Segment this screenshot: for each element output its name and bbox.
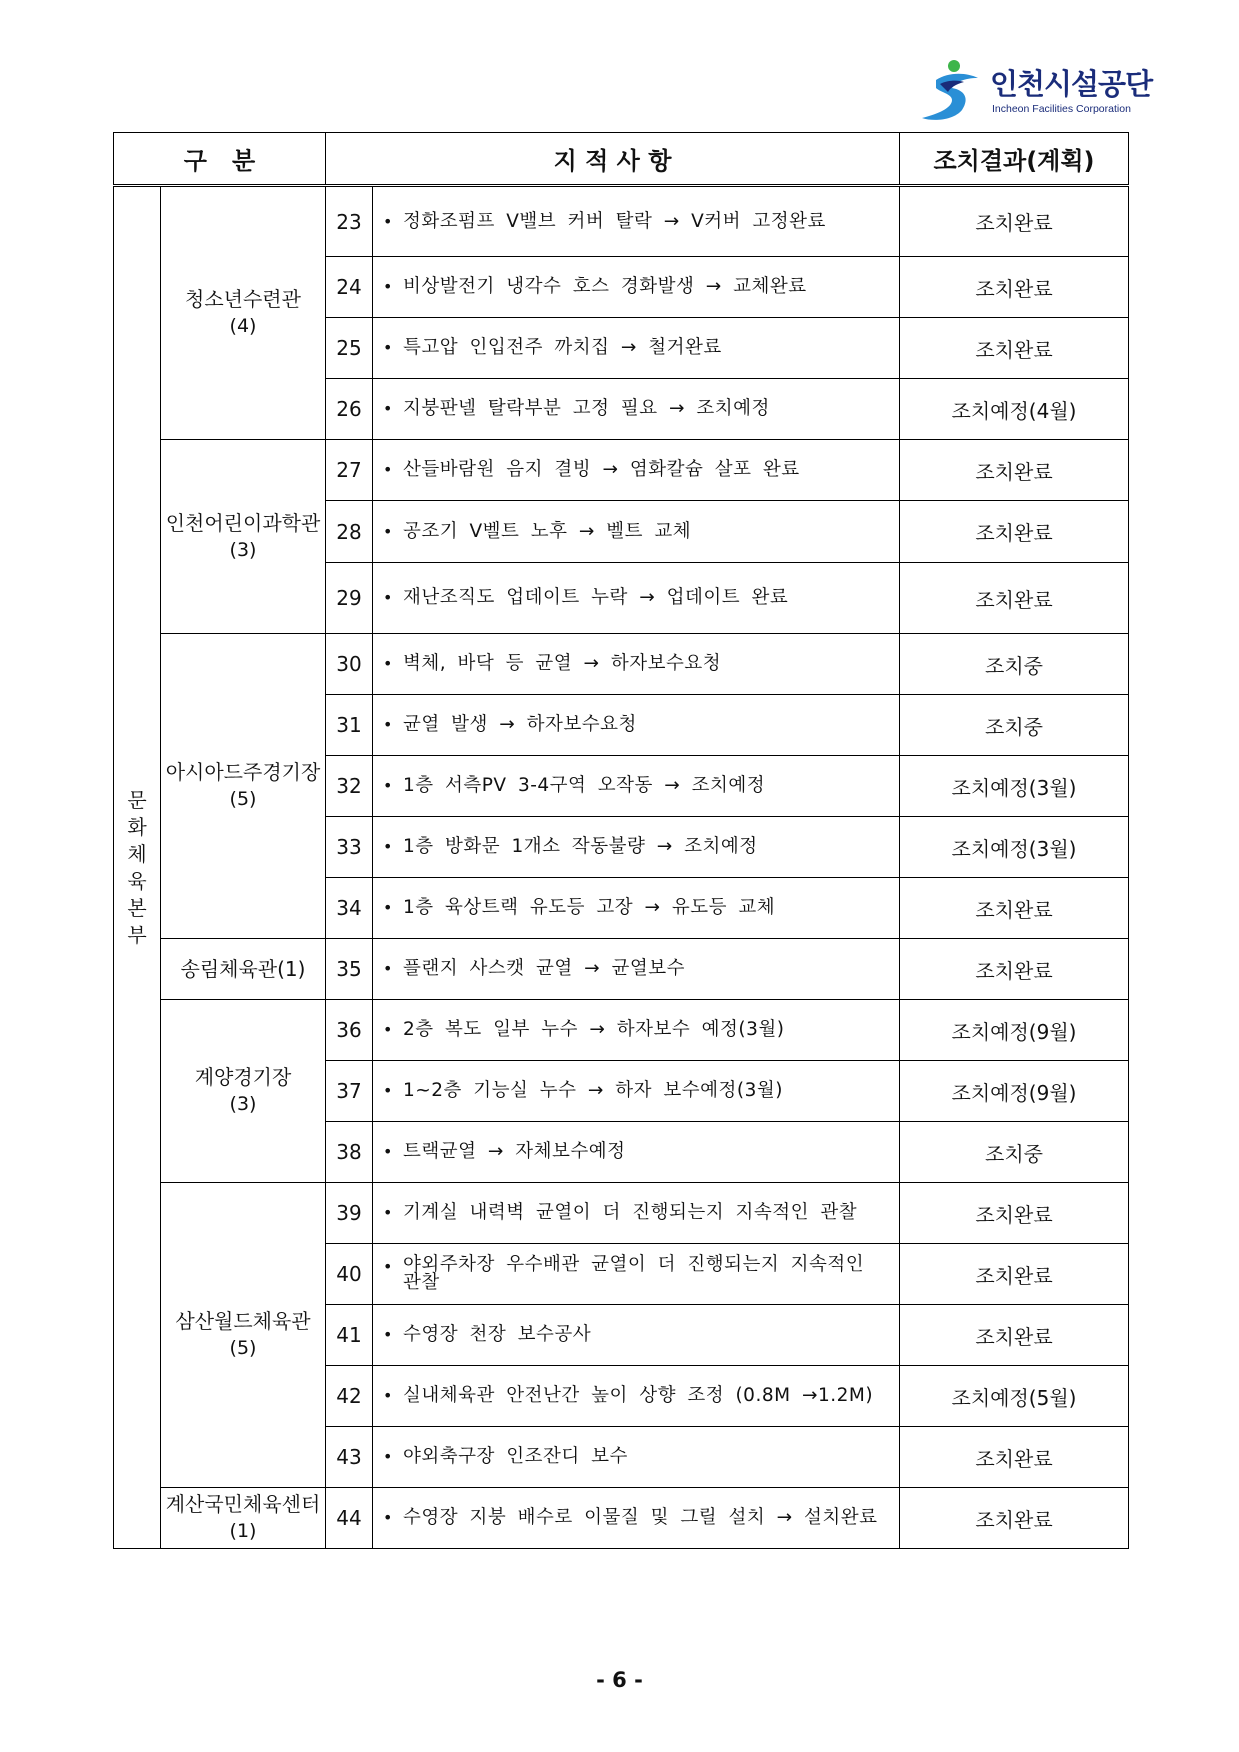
finding-text: 트랙균열 → 자체보수예정	[403, 1141, 626, 1162]
bullet-icon: •	[383, 898, 393, 917]
table-row	[114, 1183, 1129, 1244]
facility-count: (5)	[229, 1337, 257, 1359]
facility-cell	[161, 1183, 326, 1488]
finding-text: 실내체육관 안전난간 높이 상향 조정 (0.8M →1.2M)	[403, 1385, 874, 1406]
row-number: 23	[326, 186, 373, 257]
result-cell: 조치완료	[900, 939, 1129, 1000]
logo-emblem-icon	[918, 58, 988, 124]
row-number: 41	[326, 1305, 373, 1366]
result-cell: 조치완료	[900, 1183, 1129, 1244]
facility-count: (3)	[229, 1093, 257, 1115]
finding-cell	[373, 501, 900, 563]
bullet-icon: •	[383, 1325, 393, 1344]
bullet-icon: •	[383, 399, 393, 418]
finding-cell	[373, 1488, 900, 1549]
inspection-table	[113, 132, 1129, 1549]
facility-name: 인천어린이과학관	[165, 510, 321, 535]
facility-cell	[161, 440, 326, 634]
bullet-icon: •	[383, 837, 393, 856]
bullet-icon: •	[383, 1081, 393, 1100]
finding-text: 2층 복도 일부 누수 → 하자보수 예정(3월)	[403, 1019, 785, 1040]
header-finding: 지 적 사 항	[326, 133, 900, 186]
row-number: 44	[326, 1488, 373, 1549]
finding-text: 산들바람원 음지 결빙 → 염화칼슘 살포 완료	[403, 459, 800, 480]
finding-text: 재난조직도 업데이트 누락 → 업데이트 완료	[403, 587, 789, 608]
finding-cell	[373, 318, 900, 379]
logo-subtitle: Incheon Facilities Corporation	[992, 103, 1131, 115]
bullet-icon: •	[383, 1508, 393, 1527]
result-cell: 조치중	[900, 634, 1129, 695]
bullet-icon: •	[383, 959, 393, 978]
result-cell: 조치완료	[900, 563, 1129, 634]
result-cell: 조치완료	[900, 1244, 1129, 1305]
row-number: 25	[326, 318, 373, 379]
logo-head-icon	[948, 60, 960, 72]
table-row	[114, 440, 1129, 501]
finding-text: 수영장 지붕 배수로 이물질 및 그릴 설치 → 설치완료	[403, 1507, 878, 1528]
bullet-icon: •	[383, 277, 393, 296]
finding-text: 균열 발생 → 하자보수요청	[403, 714, 637, 735]
department-char: 문	[127, 787, 147, 812]
finding-cell	[373, 878, 900, 939]
row-number: 24	[326, 257, 373, 318]
table-header-row	[114, 133, 1129, 186]
result-cell: 조치예정(5월)	[900, 1366, 1129, 1427]
finding-cell	[373, 695, 900, 756]
facility-name: 아시아드주경기장	[165, 760, 321, 784]
result-cell: 조치완료	[900, 440, 1129, 501]
page-number: - 6 -	[596, 1668, 643, 1692]
department-cell	[114, 186, 161, 1549]
facility-cell	[161, 1000, 326, 1183]
facility-cell	[161, 939, 326, 1000]
finding-cell	[373, 817, 900, 878]
facility-cell	[161, 1488, 326, 1549]
result-cell: 조치완료	[900, 257, 1129, 318]
department-char: 본	[127, 895, 147, 920]
result-cell: 조치중	[900, 695, 1129, 756]
result-cell: 조치완료	[900, 878, 1129, 939]
finding-cell	[373, 756, 900, 817]
result-cell: 조치예정(4월)	[900, 379, 1129, 440]
finding-cell	[373, 563, 900, 634]
facility-name: 송림체육관(1)	[180, 956, 306, 981]
result-cell: 조치예정(3월)	[900, 817, 1129, 878]
facility-count: (4)	[229, 315, 257, 337]
row-number: 31	[326, 695, 373, 756]
finding-text: 야외주차장 우수배관 균열이 더 진행되는지 지속적인 관찰	[403, 1254, 865, 1293]
facility-name: 청소년수련관	[185, 287, 301, 311]
row-number: 28	[326, 501, 373, 563]
finding-cell	[373, 1183, 900, 1244]
finding-cell	[373, 186, 900, 257]
header-category: 구 분	[114, 133, 326, 186]
department-char: 화	[127, 814, 147, 839]
facility-count: (1)	[229, 1520, 257, 1542]
finding-text: 1~2층 기능실 누수 → 하자 보수예정(3월)	[403, 1080, 783, 1101]
finding-cell	[373, 634, 900, 695]
row-number: 29	[326, 563, 373, 634]
row-number: 37	[326, 1061, 373, 1122]
finding-cell	[373, 1244, 900, 1305]
bullet-icon: •	[383, 654, 393, 673]
row-number: 27	[326, 440, 373, 501]
header-result: 조치결과(계획)	[900, 133, 1129, 186]
bullet-icon: •	[383, 1142, 393, 1161]
result-cell: 조치예정(3월)	[900, 756, 1129, 817]
finding-text: 공조기 V벨트 노후 → 벨트 교체	[403, 520, 692, 542]
result-cell: 조치예정(9월)	[900, 1061, 1129, 1122]
finding-cell	[373, 379, 900, 440]
bullet-icon: •	[383, 521, 393, 541]
facility-name: 계산국민체육센터	[165, 1492, 321, 1516]
finding-text: 특고압 인입전주 까치집 → 철거완료	[403, 337, 722, 358]
facility-count: (3)	[229, 538, 257, 561]
bullet-icon: •	[383, 1020, 393, 1039]
facility-cell	[161, 186, 326, 440]
finding-cell	[373, 1122, 900, 1183]
row-number: 39	[326, 1183, 373, 1244]
result-cell: 조치완료	[900, 1427, 1129, 1488]
row-number: 34	[326, 878, 373, 939]
row-number: 35	[326, 939, 373, 1000]
row-number: 30	[326, 634, 373, 695]
finding-text: 비상발전기 냉각수 호스 경화발생 → 교체완료	[403, 276, 807, 297]
row-number: 40	[326, 1244, 373, 1305]
finding-text: 기계실 내력벽 균열이 더 진행되는지 지속적인 관찰	[403, 1202, 858, 1223]
finding-text: 수영장 천장 보수공사	[403, 1324, 592, 1345]
department-char: 체	[127, 841, 147, 866]
result-cell: 조치예정(9월)	[900, 1000, 1129, 1061]
bullet-icon: •	[383, 1203, 393, 1222]
finding-text: 벽체, 바닥 등 균열 → 하자보수요청	[403, 653, 722, 674]
department-char: 육	[127, 868, 147, 893]
row-number: 43	[326, 1427, 373, 1488]
finding-cell	[373, 1366, 900, 1427]
row-number: 42	[326, 1366, 373, 1427]
table-row	[114, 939, 1129, 1000]
bullet-icon: •	[383, 1257, 393, 1276]
finding-text: 1층 육상트랙 유도등 고장 → 유도등 교체	[403, 897, 776, 918]
row-number: 26	[326, 379, 373, 440]
facility-name: 계양경기장	[194, 1065, 292, 1089]
result-cell: 조치완료	[900, 1488, 1129, 1549]
bullet-icon: •	[383, 1447, 393, 1466]
bullet-icon: •	[383, 588, 393, 607]
logo-name: 인천시설공단	[990, 67, 1153, 101]
finding-text: 지붕판넬 탈락부분 고정 필요 → 조치예정	[403, 398, 770, 419]
bullet-icon: •	[383, 776, 393, 795]
bullet-icon: •	[383, 1386, 393, 1405]
finding-cell	[373, 1305, 900, 1366]
row-number: 32	[326, 756, 373, 817]
finding-text: 1층 서측PV 3-4구역 오작동 → 조치예정	[403, 775, 766, 796]
finding-cell	[373, 1000, 900, 1061]
company-logo	[918, 58, 1158, 124]
row-number: 38	[326, 1122, 373, 1183]
finding-text: 정화조펌프 V밸브 커버 탈락 → V커버 고정완료	[403, 210, 826, 232]
result-cell: 조치완료	[900, 318, 1129, 379]
bullet-icon: •	[383, 715, 393, 734]
finding-text: 1층 방화문 1개소 작동불량 → 조치예정	[403, 836, 758, 857]
table-row	[114, 1000, 1129, 1061]
bullet-icon: •	[383, 211, 393, 231]
finding-cell	[373, 440, 900, 501]
facility-cell	[161, 634, 326, 939]
result-cell: 조치완료	[900, 1305, 1129, 1366]
table-row	[114, 634, 1129, 695]
finding-text: 야외축구장 인조잔디 보수	[403, 1446, 628, 1467]
finding-cell	[373, 257, 900, 318]
bullet-icon: •	[383, 460, 393, 479]
finding-cell	[373, 1427, 900, 1488]
finding-cell	[373, 1061, 900, 1122]
result-cell: 조치완료	[900, 501, 1129, 563]
result-cell: 조치완료	[900, 186, 1129, 257]
finding-cell	[373, 939, 900, 1000]
facility-name: 삼산월드체육관	[175, 1309, 311, 1333]
bullet-icon: •	[383, 338, 393, 357]
result-cell: 조치중	[900, 1122, 1129, 1183]
table-row	[114, 186, 1129, 257]
department-char: 부	[127, 922, 147, 947]
row-number: 36	[326, 1000, 373, 1061]
row-number: 33	[326, 817, 373, 878]
finding-text: 플랜지 사스캣 균열 → 균열보수	[403, 958, 685, 979]
facility-count: (5)	[229, 788, 257, 810]
table-row	[114, 1488, 1129, 1549]
